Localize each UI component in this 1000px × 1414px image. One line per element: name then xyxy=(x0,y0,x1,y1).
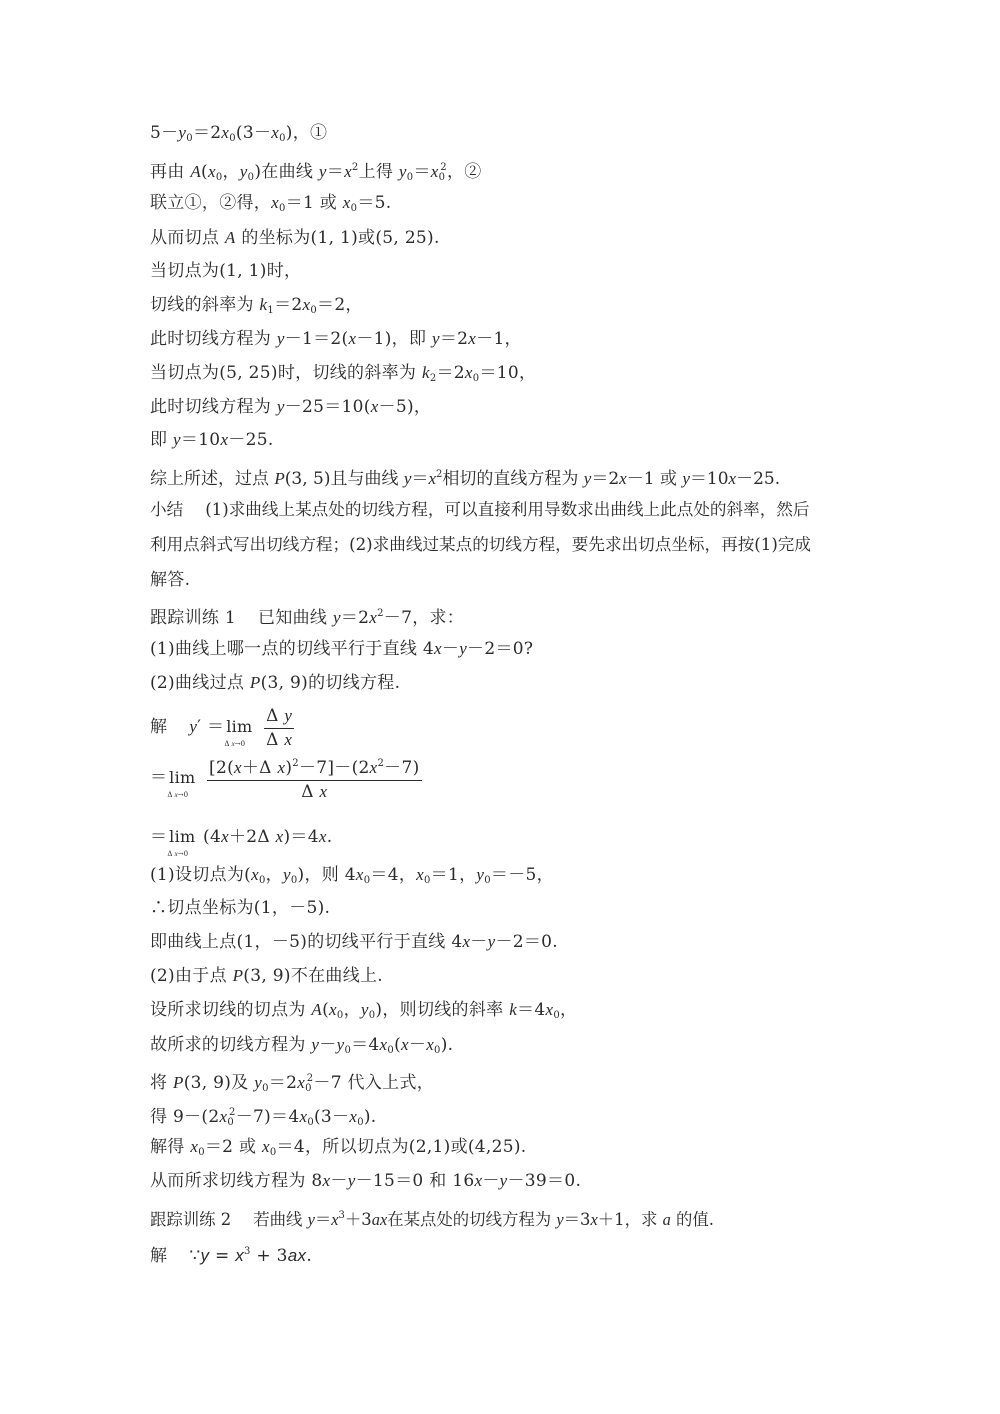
text-line-7: 此时切线方程为 y－1＝2(x－1)，即 y＝2x－1， xyxy=(150,329,522,349)
text-line-5: 当切点为(1, 1)时， xyxy=(150,261,302,281)
solution-part2-e: 得 $9-(2x_0^2-7)=4x_0(3-x_0)$. xyxy=(150,1107,377,1128)
text-line-2: 再由 $A(x_0$，$y_0$)在曲线 $y=x^2$上得 $y_0=x_0^2$，② xyxy=(150,162,482,183)
exercise-2-title: 跟踪训练 2 若曲线 $y=x^3+3ax$在某点处的切线方程为 y＝3x＋1，求 a 的值. xyxy=(150,1210,714,1229)
solution-part2-a: (2)由于点 P(3, 9)不在曲线上. xyxy=(150,966,384,986)
solution-derivative: 解 y′ ＝ lim Δ x→0 $\frac{\text{Δ y}}{\text{Δ x}}$ xyxy=(150,705,293,750)
solution-part2-d: 将 P(3, 9)及 $y_0=2x_0^2-7$ 代入上式， xyxy=(150,1073,435,1094)
solution-part1-b: ∴切点坐标为(1，－5). xyxy=(150,898,331,918)
solution-part2-g: 从而所求切线方程为 8x－y－15＝0 和 16x－y－39＝0. xyxy=(150,1171,582,1191)
solution-part2-f: 解得 $x_0=2$ 或 $x_0=4$，所以切点为(2,1)或(4,25). xyxy=(150,1137,527,1158)
solution-part2-c: 故所求的切线方程为 $y-y_0=4x_0(x-x_0)$. xyxy=(150,1035,454,1056)
text-line-9: 此时切线方程为 y－25＝10(x－5)， xyxy=(150,397,432,417)
exercise-2-solution-start: 解 ∵y = $x^3 + 3ax$. xyxy=(150,1246,313,1266)
fraction: $\frac{[2(x+\Delta x)^2-7]-(2x^2-7)}{\text{Δ x}}$ xyxy=(207,753,422,803)
solution-part1-a: (1)设切点为($x_0$，$y_0$)，则 $4x_0=4$，$x_0=1$，$y_0=-5$， xyxy=(150,865,554,886)
solution-part2-b: 设所求切线的切点为 $A(x_0$，$y_0$)，则切线的斜率 $k=4x_0$， xyxy=(150,1000,578,1021)
exercise-1-title: 跟踪训练 1 已知曲线 $y=2x^2-7$，求： xyxy=(150,608,465,628)
summary-line-2: 利用点斜式写出切线方程；(2)求曲线过某点的切线方程，要先求出切点坐标，再按(1)完成 xyxy=(150,535,811,554)
exercise-1-q1: (1)曲线上哪一点的切线平行于直线 4x－y－2＝0? xyxy=(150,639,534,659)
text-line-3: 联立①，②得，$x_0=1$ 或 $x_0=5$. xyxy=(150,193,392,214)
fraction: $\frac{\text{Δ y}}{\text{Δ x}}$ xyxy=(266,705,293,750)
exercise-1-q2: (2)曲线过点 P(3, 9)的切线方程. xyxy=(150,673,401,693)
solution-limit-result: ＝ lim Δ x→0 (4x＋2Δ x)＝4x. xyxy=(150,827,333,858)
text-line-6: 切线的斜率为 $k_1=2x_0=2$， xyxy=(150,295,363,316)
text-line-8: 当切点为(5, 25)时，切线的斜率为 $k_2=2x_0=10$， xyxy=(150,363,537,384)
text-line-11: 综上所述，过点 P(3, 5)且与曲线 $y=x^2$相切的直线方程为 y＝2x－1 或 y＝10x－25. xyxy=(150,469,781,489)
solution-part1-c: 即曲线上点(1，－5)的切线平行于直线 4x－y－2＝0. xyxy=(150,932,559,952)
text-line-1: $5-y_0=2x_0(3-x_0)$，① xyxy=(150,123,328,144)
text-line-10: 即 y＝10x－25. xyxy=(150,430,274,450)
solution-limit-expansion: ＝ lim Δ x→0 $\frac{[2(x+\Delta x)^2-7]-(2x^2-7)}{\text{Δ x}}$ xyxy=(150,753,426,799)
summary-line-1: 小结 (1)求曲线上某点处的切线方程，可以直接利用导数求出曲线上此点处的斜率，然后 xyxy=(150,500,810,519)
summary-line-3: 解答. xyxy=(150,570,191,590)
text-line-4: 从而切点 A 的坐标为(1, 1)或(5, 25). xyxy=(150,228,440,248)
